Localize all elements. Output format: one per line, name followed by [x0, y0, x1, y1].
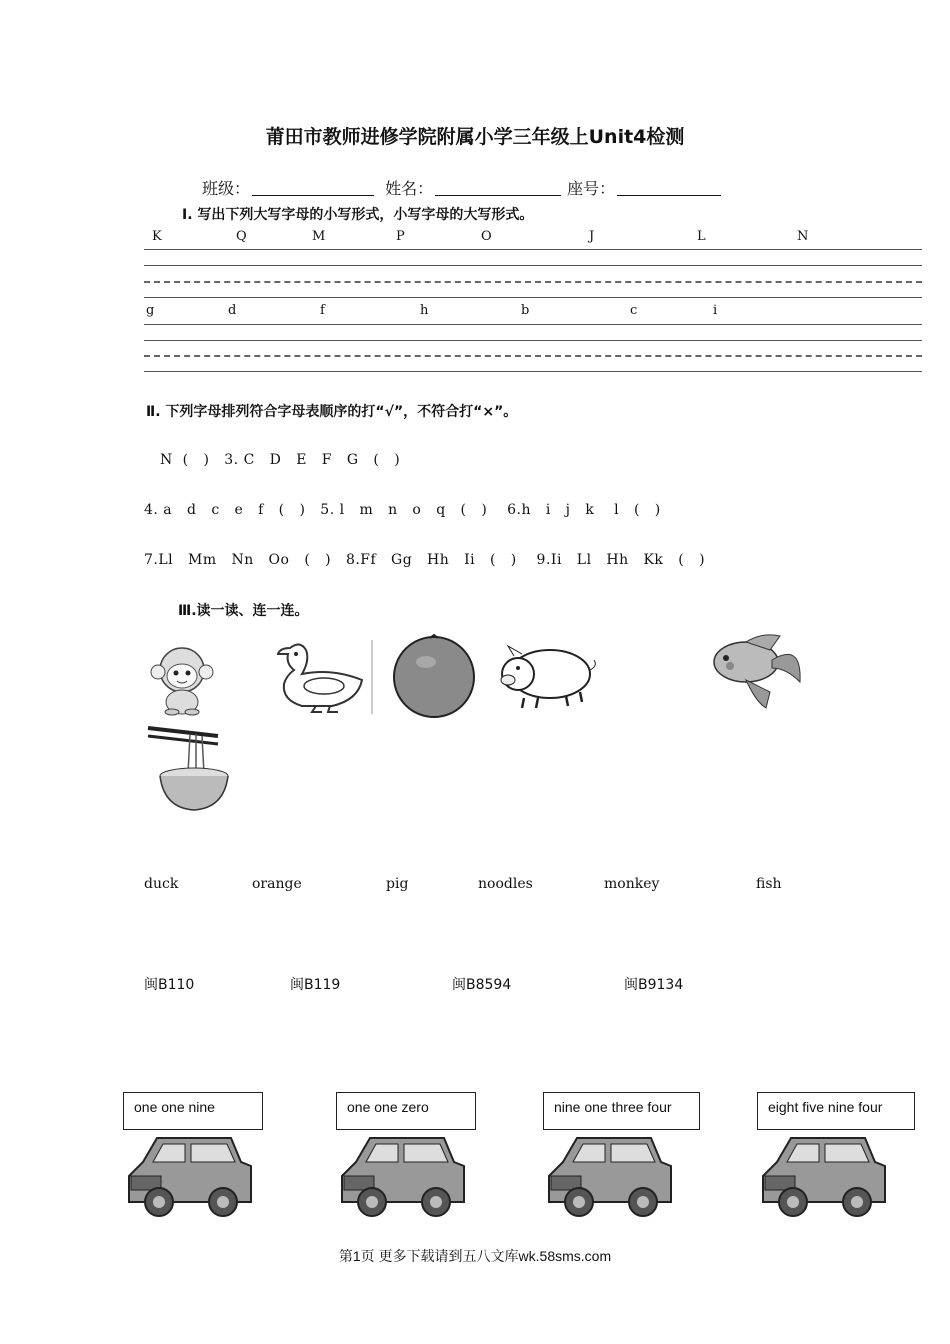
order-question-row: 7.Ll Mm Nn Oo ( ) 8.Ff Gg Hh Ii ( ) 9.Ii Ll Hh Kk ( ) — [144, 552, 706, 568]
page-footer: 第1页 更多下载请到五八文库wk.58sms.com — [338, 1248, 612, 1264]
class-label: 班级： — [202, 179, 251, 198]
seat-label: 座号： — [567, 179, 616, 198]
orange-picture[interactable] — [386, 632, 482, 718]
lowercase-letter: f — [320, 303, 325, 318]
lowercase-letter: g — [146, 303, 155, 318]
section1-heading: Ⅰ. 写出下列大写字母的小写形式，小写字母的大写形式。 — [182, 207, 534, 223]
monkey-picture[interactable] — [148, 640, 216, 716]
writing-line-dashed — [144, 355, 922, 357]
match-word: duck — [144, 876, 179, 892]
lowercase-letter: i — [713, 303, 718, 318]
uppercase-letter: P — [396, 229, 405, 244]
uppercase-letter: J — [589, 229, 595, 244]
number-word-box: one one nine — [123, 1092, 263, 1130]
uppercase-letter: N — [797, 229, 809, 244]
noodles-picture[interactable] — [146, 722, 240, 814]
seat-blank[interactable] — [617, 179, 721, 196]
lowercase-letter: b — [521, 303, 530, 318]
section3-heading: Ⅲ.读一读、连一连。 — [178, 603, 309, 619]
section2-heading: Ⅱ. 下列字母排列符合字母表顺序的打“√”，不符合打“×”。 — [146, 404, 518, 420]
writing-line — [144, 371, 922, 372]
car-picture[interactable] — [336, 1132, 468, 1220]
car-picture[interactable] — [543, 1132, 675, 1220]
student-info-line — [202, 176, 727, 199]
name-blank[interactable] — [435, 179, 561, 196]
match-word: orange — [252, 876, 302, 892]
order-question-row: 4. a d c e f ( ) 5. l m n o q ( ) 6.h i j k l ( ) — [144, 502, 661, 518]
car-picture[interactable] — [123, 1132, 255, 1220]
duck-picture[interactable] — [272, 640, 376, 716]
number-word-box: nine one three four — [543, 1092, 700, 1130]
lowercase-letter: h — [420, 303, 429, 318]
order-question-row: N ( ) 3. C D E F G ( ) — [160, 452, 401, 468]
uppercase-letter: K — [152, 229, 162, 244]
uppercase-letter: Q — [236, 229, 247, 244]
fish-picture[interactable] — [706, 632, 806, 712]
match-word: noodles — [478, 876, 533, 892]
lowercase-letter: c — [630, 303, 638, 318]
license-plate: 闽B119 — [290, 977, 341, 993]
writing-line — [144, 324, 922, 325]
writing-line — [144, 249, 922, 250]
car-picture[interactable] — [757, 1132, 889, 1220]
writing-line — [144, 340, 922, 341]
number-word-box: eight five nine four — [757, 1092, 915, 1130]
name-label: 姓名： — [385, 179, 434, 198]
writing-line — [144, 297, 922, 298]
match-word: pig — [386, 876, 409, 892]
license-plate: 闽B110 — [144, 977, 195, 993]
match-word: monkey — [604, 876, 660, 892]
lowercase-letter: d — [228, 303, 237, 318]
writing-line — [144, 265, 922, 266]
class-blank[interactable] — [252, 179, 374, 196]
license-plate: 闽B8594 — [452, 977, 512, 993]
number-word-box: one one zero — [336, 1092, 476, 1130]
page-title: 莆田市教师进修学院附属小学三年级上Unit4检测 — [265, 126, 685, 148]
pig-picture[interactable] — [494, 638, 600, 712]
uppercase-letter: L — [697, 229, 706, 244]
writing-line-dashed — [144, 281, 922, 283]
uppercase-letter: M — [312, 229, 326, 244]
license-plate: 闽B9134 — [624, 977, 684, 993]
uppercase-letter: O — [481, 229, 492, 244]
match-word: fish — [756, 876, 782, 892]
